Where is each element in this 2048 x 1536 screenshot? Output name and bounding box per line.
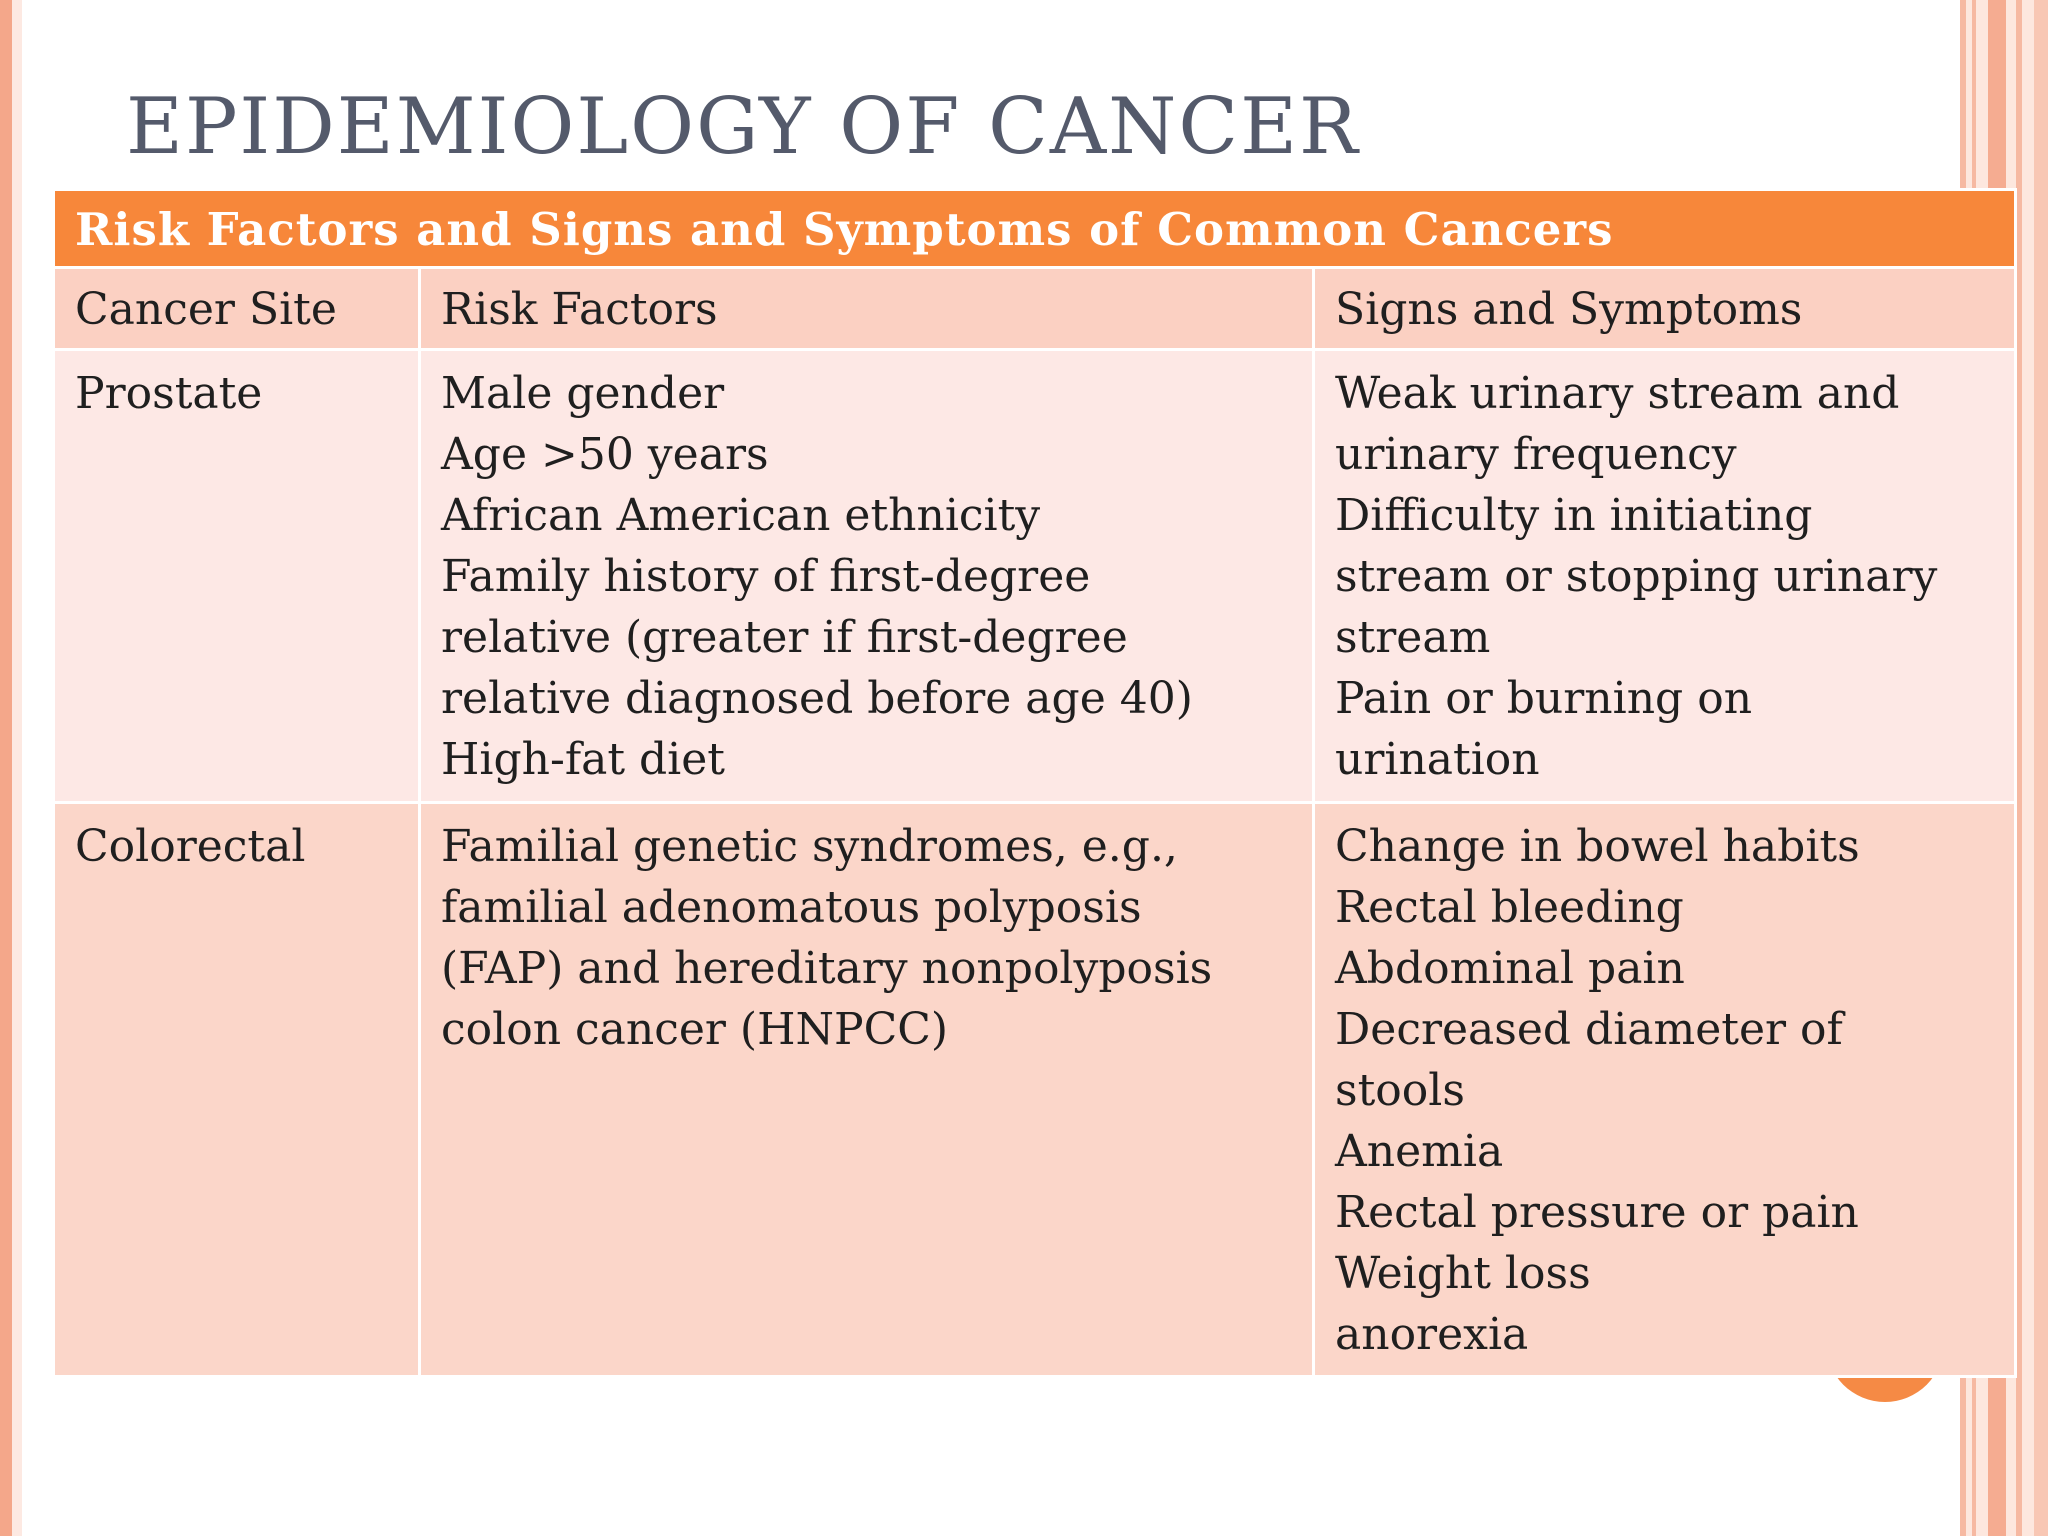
sign-line: Rectal pressure or pain [1335,1187,1859,1238]
risk-line: relative diagnosed before age 40) [441,673,1193,724]
slide-title: EPIDEMIOLOGY OF CANCER [126,82,1360,172]
table-row-colorectal [54,803,2016,1377]
cell-risk-factors [420,350,1314,803]
sign-line: stream or stopping urinary [1335,551,1938,602]
cell-site: Prostate [54,350,420,803]
header-signs-symptoms: Signs and Symptoms [1314,268,2016,350]
risk-factors-table [52,188,2017,1378]
risk-line: relative (greater if first-degree [441,612,1128,663]
header-cancer-site: Cancer Site [54,268,420,350]
risk-line: Familial genetic syndromes, e.g., [441,821,1178,872]
cell-risk-factors [420,803,1314,1377]
sign-line: Pain or burning on [1335,673,1753,724]
sign-line: Rectal bleeding [1335,882,1684,933]
right-stripe [2034,0,2048,1536]
cell-site: Colorectal [54,803,420,1377]
sign-line: stools [1335,1065,1465,1116]
sign-line: Decreased diameter of [1335,1004,1843,1055]
cancer-table [52,188,2014,1378]
risk-line: familial adenomatous polyposis [441,882,1142,933]
left-border-inner [12,0,22,1536]
sign-line: stream [1335,612,1491,663]
sign-line: Change in bowel habits [1335,821,1860,872]
risk-line: Male gender [441,368,725,419]
risk-line: High-fat diet [441,734,725,785]
table-caption-row [54,190,2016,268]
sign-line: Weight loss [1335,1248,1591,1299]
cell-signs-symptoms [1314,803,2016,1377]
sign-line: Difficulty in initiating [1335,490,1813,541]
table-caption: Risk Factors and Signs and Symptoms of Common Cancers [54,190,2016,268]
header-risk-factors: Risk Factors [420,268,1314,350]
cell-signs-symptoms [1314,350,2016,803]
risk-line: Age >50 years [441,429,769,480]
left-border-accent [0,0,12,1536]
sign-line: urination [1335,734,1540,785]
sign-line: anorexia [1335,1309,1529,1360]
sign-line: Abdominal pain [1335,943,1685,994]
risk-line: (FAP) and hereditary nonpolyposis [441,943,1213,994]
sign-line: Weak urinary stream and [1335,368,1900,419]
sign-line: Anemia [1335,1126,1504,1177]
sign-line: urinary frequency [1335,429,1737,480]
risk-line: African American ethnicity [441,490,1041,541]
table-header-row [54,268,2016,350]
table-row-prostate [54,350,2016,803]
risk-line: colon cancer (HNPCC) [441,1004,949,1055]
risk-line: Family history of first-degree [441,551,1091,602]
